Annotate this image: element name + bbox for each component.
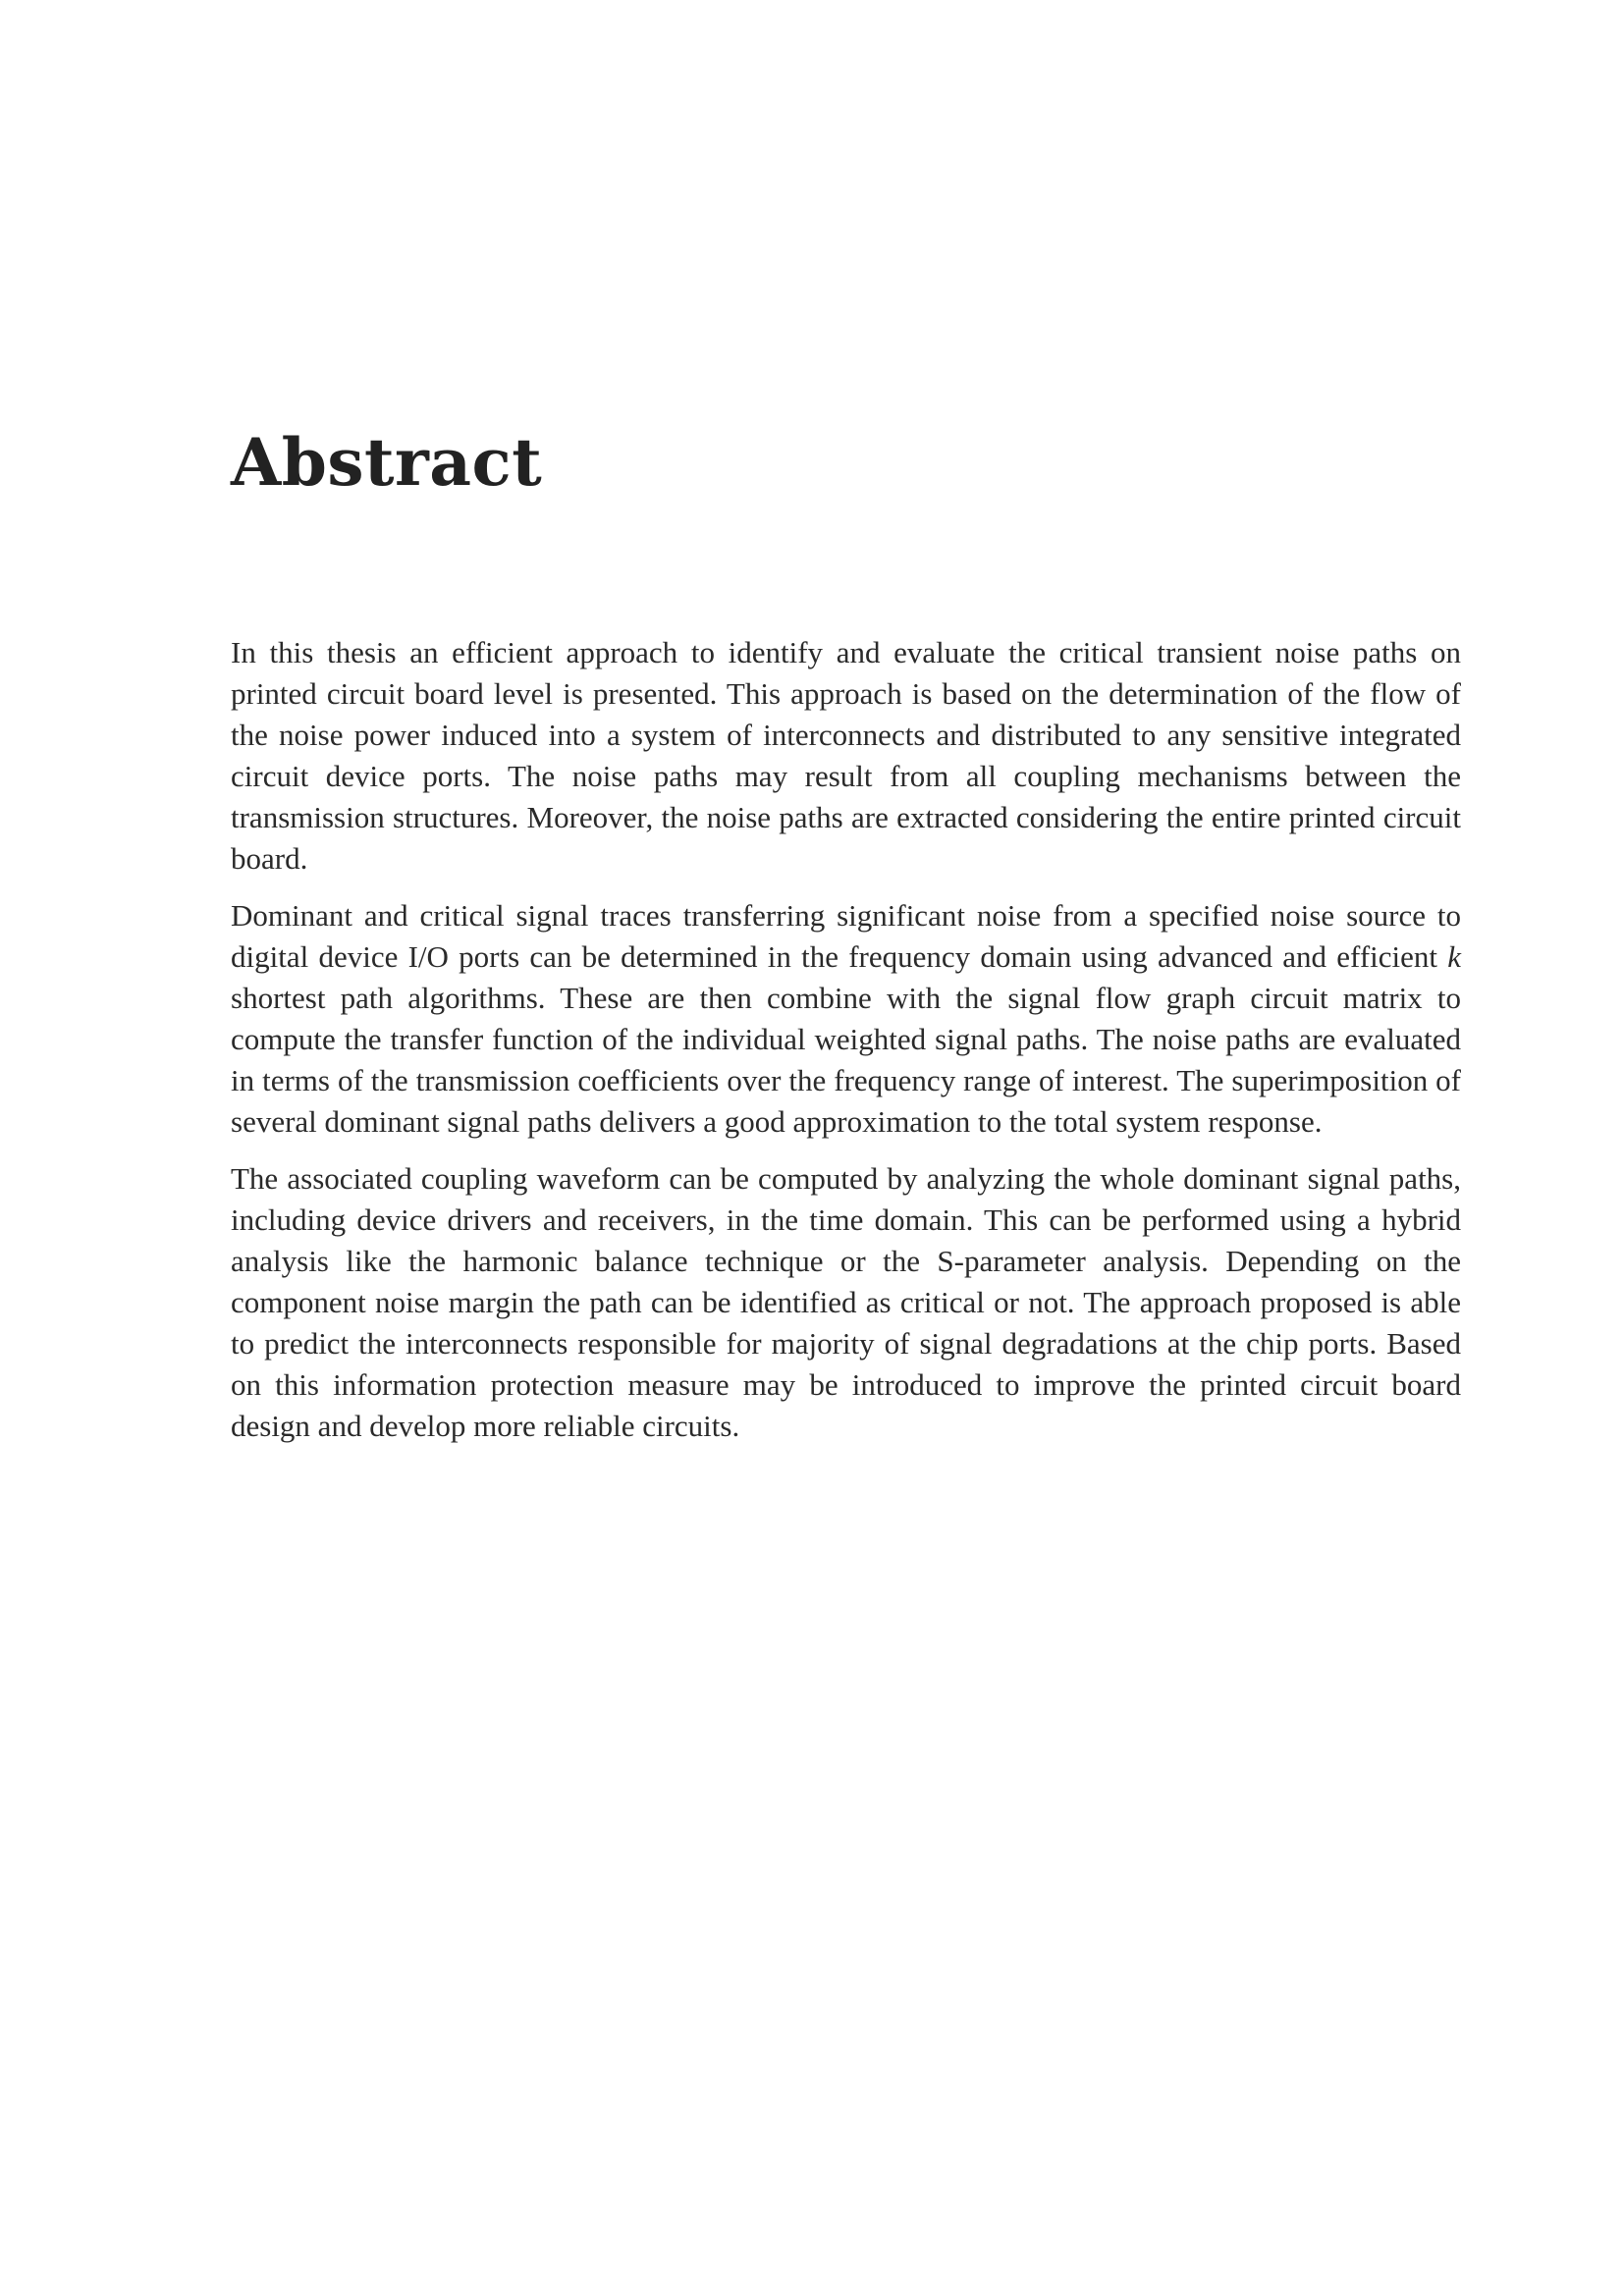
page-title: Abstract bbox=[231, 424, 543, 501]
abstract-paragraph-2-text-after: shortest path algorithms. These are then combine with the signal flow graph circuit matrix to compute the transfer function of the individual weighted signal paths. The noise paths are evaluated in terms of the transmission coefficients over the frequency range of interest. The superimposition of several dominant signal paths delivers a good approximation to the total system response. bbox=[231, 981, 1461, 1139]
abstract-paragraph-2-text-before: Dominant and critical signal traces transferring significant noise from a specified noise source to digital device I/O ports can be determined in the frequency domain using advanced and efficient bbox=[231, 898, 1461, 974]
abstract-paragraph-2-italic-k: k bbox=[1447, 939, 1461, 974]
abstract-paragraph-1: In this thesis an efficient approach to identify and evaluate the critical transient noise paths on printed circuit board level is presented. This approach is based on the determination of the flow of the noise power induced into a system of interconnects and distributed to any sensitive integrated circuit device ports. The noise paths may result from all coupling mechanisms between the transmission structures. Moreover, the noise paths are extracted considering the entire printed circuit board. bbox=[231, 635, 1461, 876]
abstract-body bbox=[231, 632, 1461, 1463]
abstract-paragraph-2 bbox=[231, 895, 1461, 1143]
abstract-paragraph-3: The associated coupling waveform can be computed by analyzing the whole dominant signal paths, including device drivers and receivers, in the time domain. This can be performed using a hybrid analysis like the harmonic balance technique or the S-parameter analysis. Depending on the component noise margin the path can be identified as critical or not. The approach proposed is able to predict the interconnects responsible for majority of signal degradations at the chip ports. Based on this information protection measure may be introduced to improve the printed circuit board design and develop more reliable circuits. bbox=[231, 1161, 1461, 1443]
